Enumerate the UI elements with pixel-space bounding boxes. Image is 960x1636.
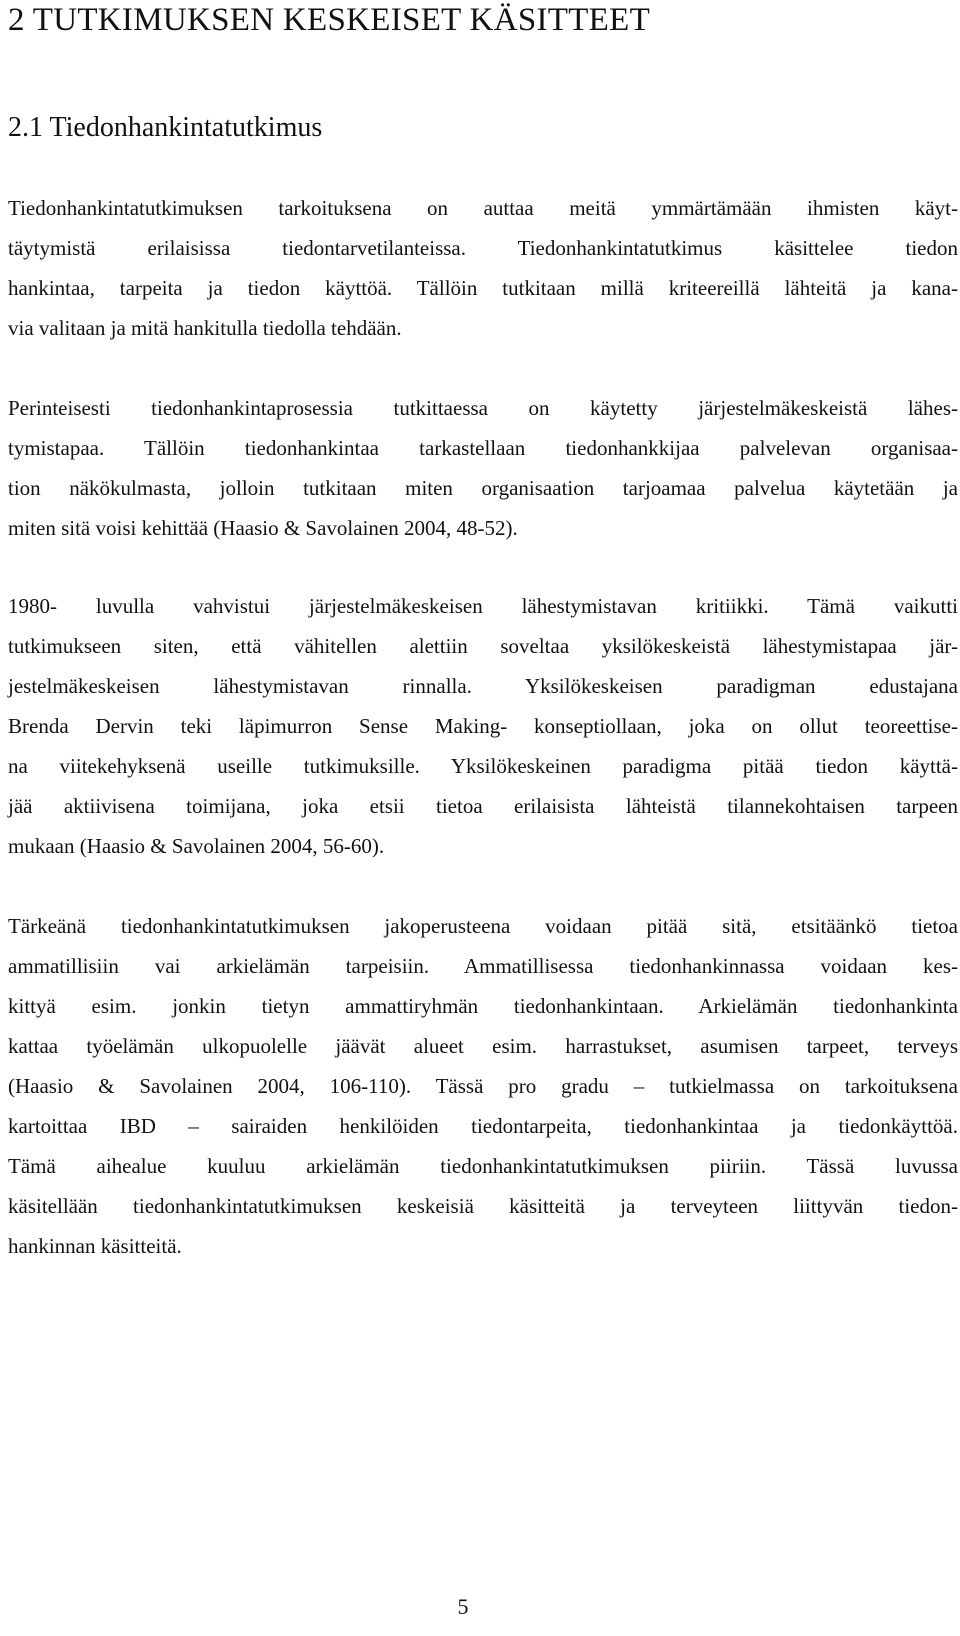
paragraph-line: hankinnan käsitteitä. — [8, 1234, 182, 1258]
paragraph-line: (Haasio & Savolainen 2004, 106-110). Tässä pro gradu – tutkielmassa on tarkoituksena — [8, 1074, 958, 1098]
page-number: 5 — [457, 1594, 469, 1619]
paragraph-2 — [8, 388, 958, 548]
paragraph-line: kartoittaa IBD – sairaiden henkilöiden tiedontarpeita, tiedonhankintaa ja tiedonkäyttöä. — [8, 1114, 958, 1138]
paragraph-line: na viitekehyksenä useille tutkimuksille. Yksilökeskeinen paradigma pitää tiedon käyttä- — [8, 754, 958, 778]
paragraph-line: kittyä esim. jonkin tietyn ammattiryhmän tiedonhankintaan. Arkielämän tiedonhankinta — [8, 994, 958, 1018]
paragraph-line: kattaa työelämän ulkopuolelle jäävät alueet esim. harrastukset, asumisen tarpeet, terveys — [8, 1034, 958, 1058]
paragraph-line: via valitaan ja mitä hankitulla tiedolla tehdään. — [8, 316, 402, 340]
paragraph-line: hankintaa, tarpeita ja tiedon käyttöä. Tällöin tutkitaan millä kriteereillä lähteitä ja kana- — [8, 276, 958, 300]
paragraph-3 — [8, 586, 958, 866]
paragraph-line: Perinteisesti tiedonhankintaprosessia tutkittaessa on käytetty järjestelmäkeskeistä lähes- — [8, 396, 958, 420]
paragraph-line: jestelmäkeskeisen lähestymistavan rinnalla. Yksilökeskeisen paradigman edustajana — [8, 674, 958, 698]
paragraph-line: tutkimukseen siten, että vähitellen alettiin soveltaa yksilökeskeistä lähestymistapaa jär- — [8, 634, 958, 658]
paragraph-4 — [8, 906, 958, 1266]
paragraph-line: 1980- luvulla vahvistui järjestelmäkeskeisen lähestymistavan kritiikki. Tämä vaikutti — [8, 594, 958, 618]
paragraph-line: täytymistä erilaisissa tiedontarvetilanteissa. Tiedonhankintatutkimus käsittelee tiedon — [8, 236, 958, 260]
paragraph-line: Tiedonhankintatutkimuksen tarkoituksena on auttaa meitä ymmärtämään ihmisten käyt- — [8, 196, 958, 220]
paragraph-line: käsitellään tiedonhankintatutkimuksen keskeisiä käsitteitä ja terveyteen liittyvän tiedon- — [8, 1194, 958, 1218]
paragraph-1 — [8, 188, 958, 348]
section-title: 2.1 Tiedonhankintatutkimus — [8, 112, 323, 143]
paragraph-line: Tämä aihealue kuuluu arkielämän tiedonhankintatutkimuksen piiriin. Tässä luvussa — [8, 1154, 958, 1178]
paragraph-line: miten sitä voisi kehittää (Haasio & Savolainen 2004, 48-52). — [8, 516, 518, 540]
paragraph-line: Brenda Dervin teki läpimurron Sense Making- konseptiollaan, joka on ollut teoreettise- — [8, 714, 958, 738]
chapter-title: 2 TUTKIMUKSEN KESKEISET KÄSITTEET — [8, 2, 651, 38]
paragraph-line: ammatillisiin vai arkielämän tarpeisiin. Ammatillisessa tiedonhankinnassa voidaan kes- — [8, 954, 958, 978]
paragraph-line: Tärkeänä tiedonhankintatutkimuksen jakoperusteena voidaan pitää sitä, etsitäänkö tietoa — [8, 914, 958, 938]
paragraph-line: jää aktiivisena toimijana, joka etsii tietoa erilaisista lähteistä tilannekohtaisen tarpeen — [8, 794, 958, 818]
paragraph-line: tymistapaa. Tällöin tiedonhankintaa tarkastellaan tiedonhankkijaa palvelevan organisaa- — [8, 436, 958, 460]
paragraph-line: tion näkökulmasta, jolloin tutkitaan miten organisaation tarjoamaa palvelua käytetään ja — [8, 476, 958, 500]
paragraph-line: mukaan (Haasio & Savolainen 2004, 56-60). — [8, 834, 385, 858]
